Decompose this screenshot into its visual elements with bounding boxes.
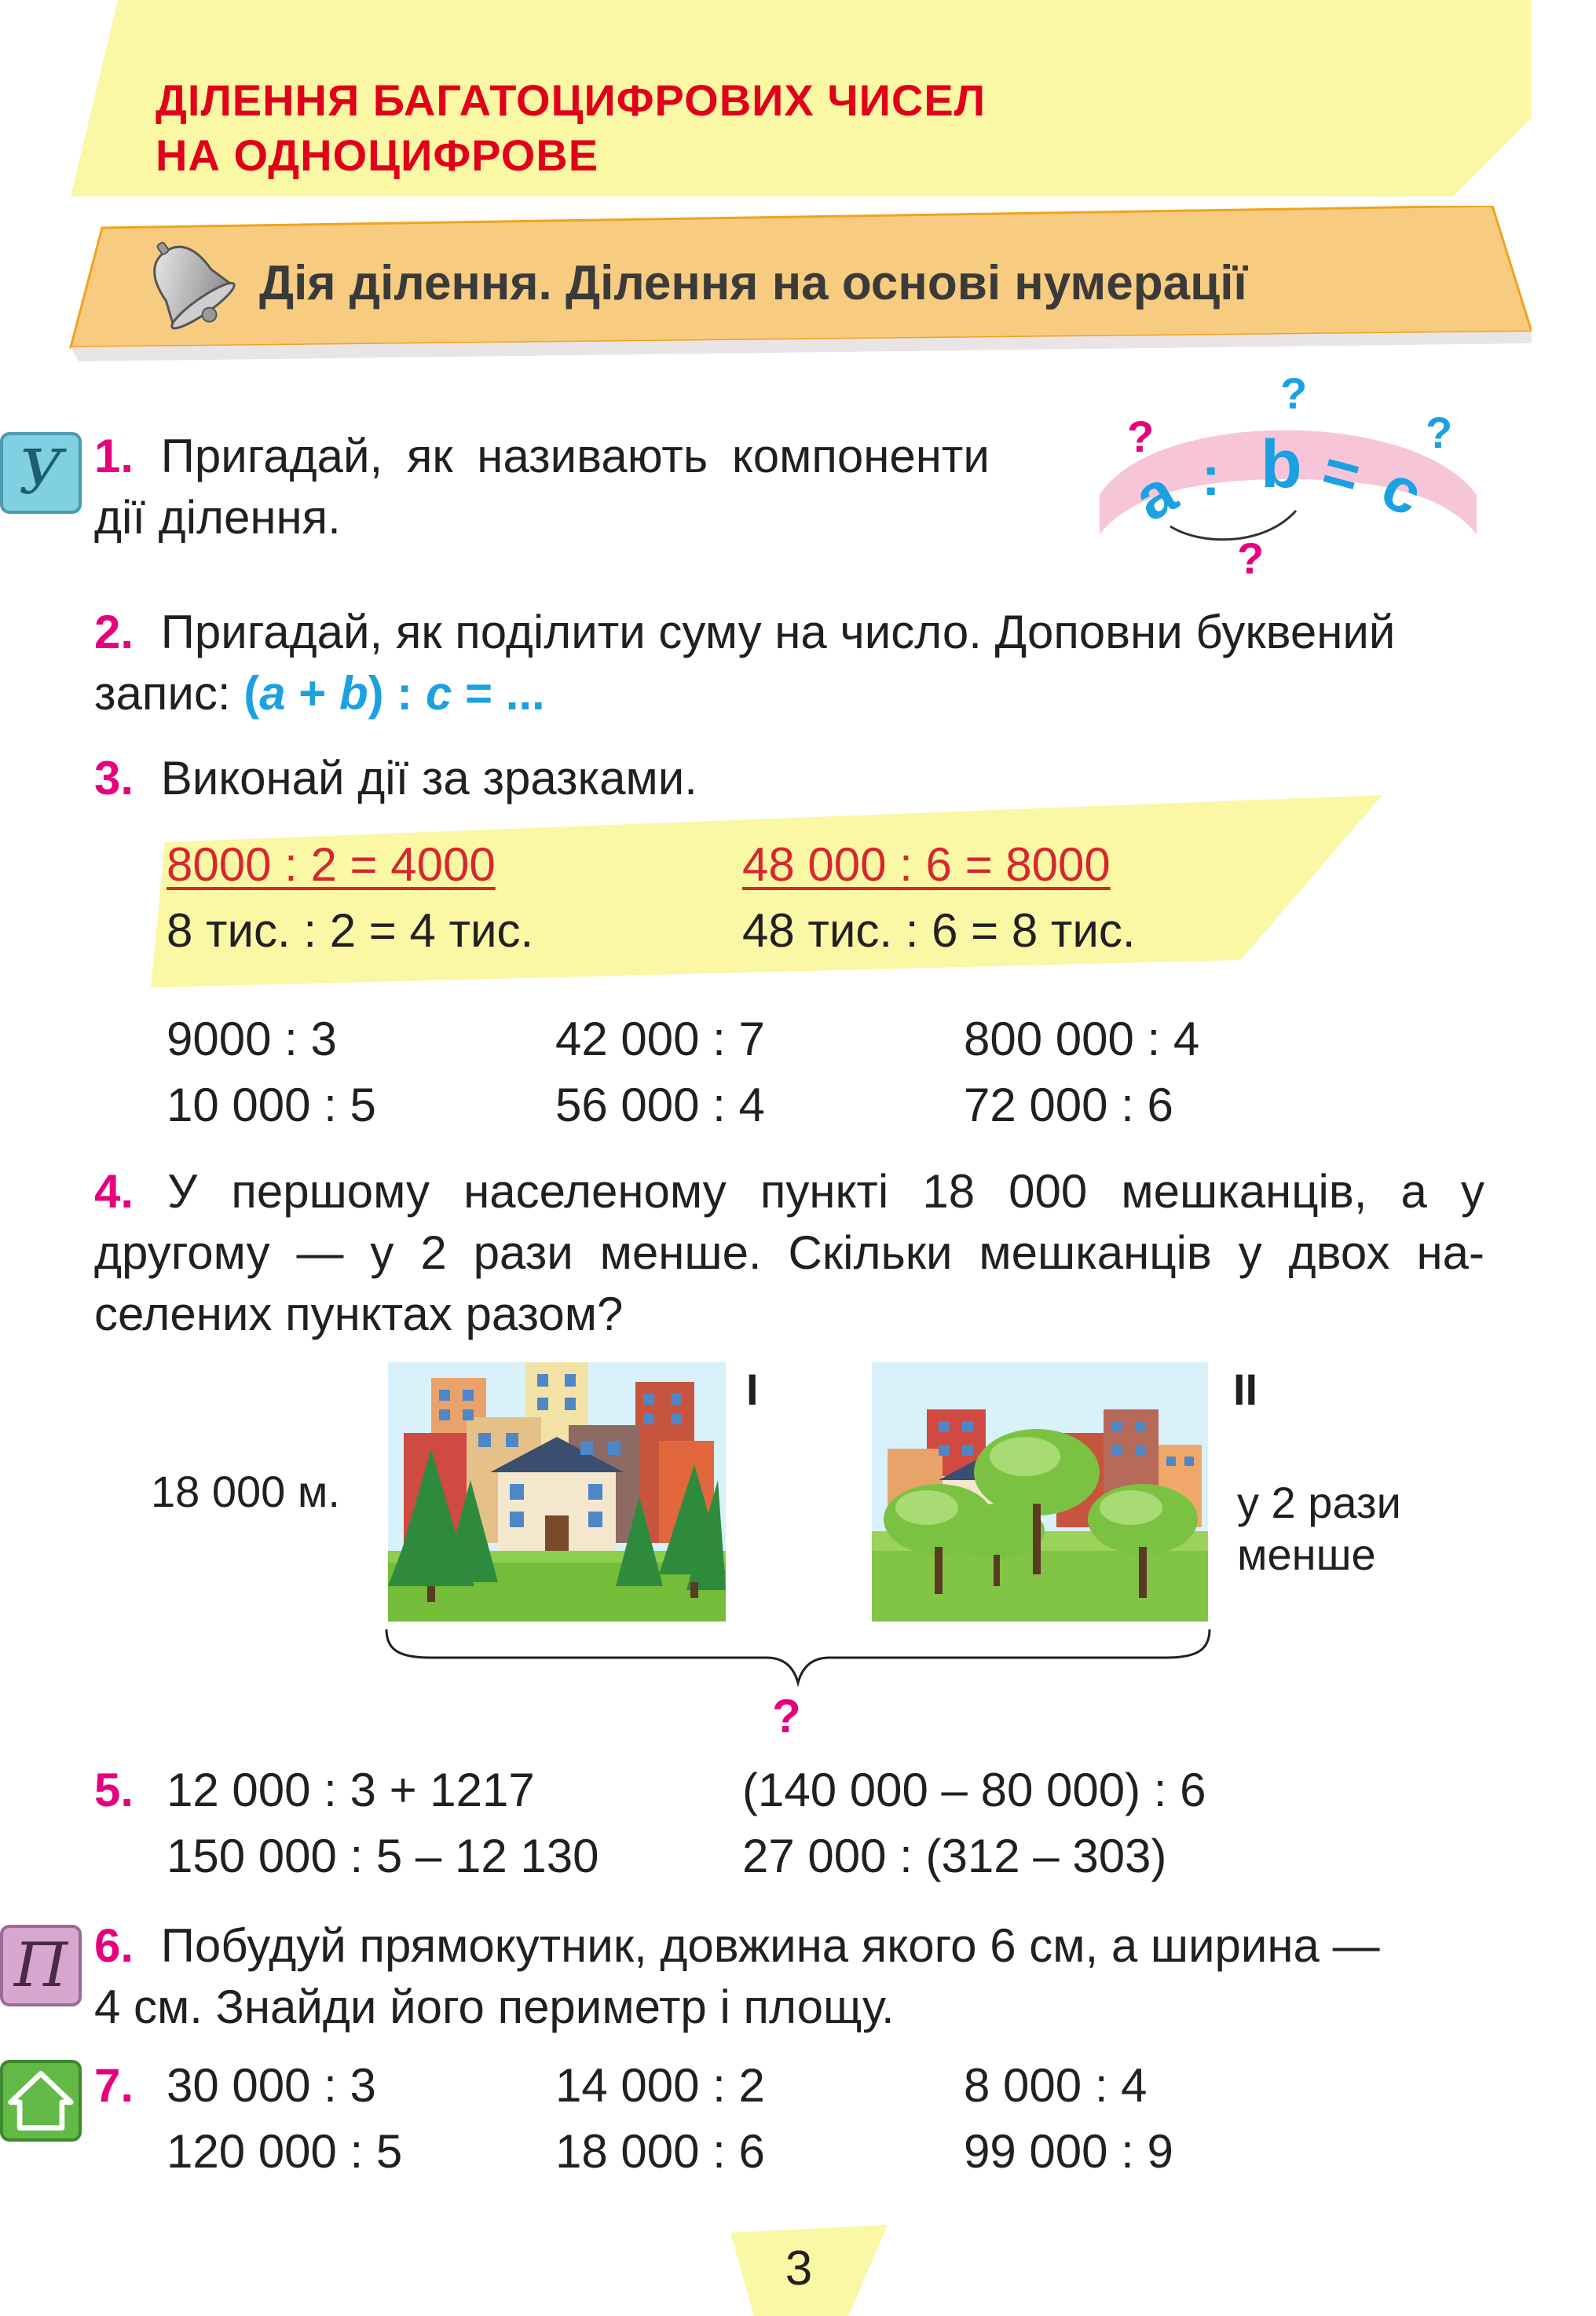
task-5-item: (140 000 – 80 000) : 6 [742,1764,1206,1816]
division-components-illustration [1084,377,1492,589]
task-2-line1: Пригадай, як поділити суму на число. Доповни буквений [160,606,1396,658]
task-6-line1: Побудуй прямокутник, довжина якого 6 см, а ширина — [160,1919,1380,1972]
task-7-number: 7. [94,2059,134,2112]
illus-q-top: ? [1280,377,1308,418]
brace [383,1626,1213,1689]
task-4 [94,1161,1484,1345]
task-3-number: 3. [94,752,134,804]
task-3-row-1 [167,1009,1199,1070]
illus-c: c [1371,451,1433,530]
sample-1-line: 8 тис. : 2 = 4 тис. [167,904,534,957]
illus-colon: : [1202,445,1221,507]
settlement-label-II: II [1233,1365,1258,1414]
pair-work-icon [0,1925,82,2006]
population-label-right-2: менше [1237,1530,1376,1579]
task-5-number: 5. [94,1764,134,1816]
task-2-number: 2. [94,606,134,658]
task-3-exercises [167,1009,1199,1136]
task-7-item: 120 000 : 5 [167,2125,403,2178]
formula-b: b [339,667,368,720]
task-7-item: 14 000 : 2 [555,2059,765,2112]
sample-2-title: 48 000 : 6 = 8000 [742,838,1111,891]
task-4-number: 4. [94,1165,134,1218]
illus-q-bottom: ? [1237,533,1265,583]
task-6 [94,1915,1508,2038]
task-5 [94,1760,1206,1887]
task-3-item: 10 000 : 5 [167,1079,376,1131]
task-1-line1: Пригадай, як називають компоненти [160,430,990,482]
settlement-2-image [872,1362,1208,1622]
task-5-item: 150 000 : 5 – 12 130 [167,1830,599,1882]
task-7-item: 18 000 : 6 [555,2125,765,2178]
lesson-title: Дія ділення. Ділення на основі нумерації [259,256,1247,310]
task-3-item: 72 000 : 6 [964,1079,1173,1131]
homework-icon [0,2060,82,2142]
task-4-line3: селених пунктах разом? [94,1288,624,1340]
task-3-text: Виконай дії за зразками. [160,752,697,804]
task-4-line1: У першому населеному пункті 18 000 мешканців, а у [167,1165,1484,1218]
task-3-row-2 [167,1075,1199,1136]
population-label-left: 18 000 м. [151,1467,340,1516]
formula-open: ( [243,667,260,720]
illus-q-right: ? [1426,408,1453,457]
task-1 [94,426,1068,548]
house-icon [3,2063,79,2138]
task-1-line2: дії ділення. [94,491,341,544]
sample-1-title: 8000 : 2 = 4000 [167,838,496,891]
oral-work-icon [0,432,82,514]
oral-work-letter: У [18,438,64,508]
bell-icon [132,229,250,347]
task-5-item: 12 000 : 3 + 1217 [167,1764,535,1816]
illus-q-left: ? [1127,412,1155,461]
illus-b: b [1261,427,1302,502]
task-3-item: 800 000 : 4 [964,1013,1200,1065]
settlement-label-I: I [746,1365,759,1414]
pair-work-letter: П [13,1930,68,2001]
formula-plus: + [285,667,339,720]
task-6-line2: 4 см. Знайди його периметр і площу. [94,1981,895,2033]
sample-2-line: 48 тис. : 6 = 8 тис. [742,904,1136,957]
chapter-title-line2: НА ОДНОЦИФРОВЕ [156,130,599,180]
task-7 [94,2055,1173,2182]
illus-eq: = [1315,434,1367,511]
task-1-number: 1. [94,430,134,482]
population-label-right-1: у 2 рази [1237,1478,1401,1527]
total-question-mark: ? [772,1690,801,1742]
illus-a: a [1122,456,1188,534]
task-2-line2-prefix: запис: [94,667,244,720]
sample-2 [742,834,1136,962]
chapter-title-line1: ДІЛЕННЯ БАГАТОЦИФРОВИХ ЧИСЕЛ [156,75,986,125]
task-4-line2: другому — у 2 рази менше. Скільки мешканців у двох на- [94,1226,1484,1279]
task-5-item: 27 000 : (312 – 303) [742,1830,1167,1882]
formula-a: a [259,667,286,720]
settlement-1-image [388,1362,726,1622]
task-3-item: 56 000 : 4 [555,1079,765,1131]
page-number: 3 [785,2241,813,2296]
task-3-item: 9000 : 3 [167,1013,337,1065]
formula-close: ) : [368,667,426,720]
task-7-item: 99 000 : 9 [964,2125,1173,2178]
task-7-item: 8 000 : 4 [964,2059,1148,2112]
task-2 [94,602,1508,724]
task-7-item: 30 000 : 3 [167,2059,376,2112]
task-3-item: 42 000 : 7 [555,1013,765,1065]
formula-c: c [425,667,452,720]
formula-tail: = ... [452,667,545,720]
task-6-number: 6. [94,1919,134,1972]
sample-1 [167,834,533,962]
